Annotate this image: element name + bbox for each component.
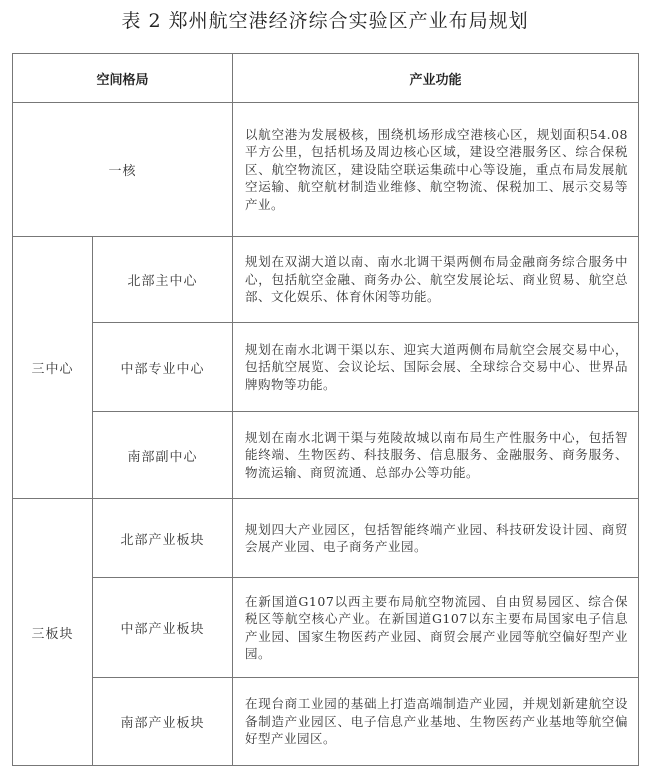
- centers-label: 三中心: [13, 237, 93, 499]
- row-label: 中部专业中心: [93, 323, 233, 412]
- row-label: 南部副中心: [93, 412, 233, 499]
- row-function: 规划在南水北调干渠与苑陵故城以南布局生产性服务中心，包括智能终端、生物医药、科技服务、信息服务、金融服务、商务服务、物流运输、商贸流通、总部办公等功能。: [233, 412, 639, 499]
- row-function: 规划四大产业园区，包括智能终端产业园、科技研发设计园、商贸会展产业园、电子商务产业园。: [233, 499, 639, 578]
- row-function: 在现台商工业园的基础上打造高端制造产业园，并规划新建航空设备制造产业园区、电子信息产业基地、生物医药产业基地等航空偏好型产业园区。: [233, 678, 639, 766]
- table-title: 表 2 郑州航空港经济综合实验区产业布局规划: [121, 10, 529, 32]
- header-spatial-pattern: 空间格局: [13, 54, 233, 103]
- table-row: [13, 103, 639, 237]
- header-industry-function: 产业功能: [233, 54, 639, 103]
- table-row: [13, 412, 639, 499]
- core-function: 以航空港为发展极核，围绕机场形成空港核心区，规划面积54.08平方公里，包括机场及周边核心区域，建设空港服务区、综合保税区、航空物流区，建设陆空联运集疏中心等设施，重点布局发展航空运输、航空航材制造业维修、航空物流、保税加工、展示交易等产业。: [233, 103, 639, 237]
- row-label: 中部产业板块: [93, 578, 233, 678]
- core-label: 一核: [13, 103, 233, 237]
- table-row: [13, 578, 639, 678]
- table-row: [13, 499, 639, 578]
- row-function: 规划在双湖大道以南、南水北调干渠两侧布局金融商务综合服务中心，包括航空金融、商务办公、航空发展论坛、商业贸易、航空总部、文化娱乐、体育休闲等功能。: [233, 237, 639, 323]
- row-function: 在新国道G107以西主要布局航空物流园、自由贸易园区、综合保税区等航空核心产业。在新国道G107以东主要布局国家电子信息产业园、国家生物医药产业园、商贸会展产业园等航空偏好型产业园。: [233, 578, 639, 678]
- industry-layout-table: [12, 53, 639, 766]
- row-label: 南部产业板块: [93, 678, 233, 766]
- table-row: [13, 678, 639, 766]
- row-label: 北部主中心: [93, 237, 233, 323]
- table-header-row: [13, 54, 639, 103]
- table-row: [13, 237, 639, 323]
- row-function: 规划在南水北调干渠以东、迎宾大道两侧布局航空会展交易中心，包括航空展览、会议论坛、国际会展、全球综合交易中心、世界品牌购物等功能。: [233, 323, 639, 412]
- blocks-label: 三板块: [13, 499, 93, 766]
- table-row: [13, 323, 639, 412]
- row-label: 北部产业板块: [93, 499, 233, 578]
